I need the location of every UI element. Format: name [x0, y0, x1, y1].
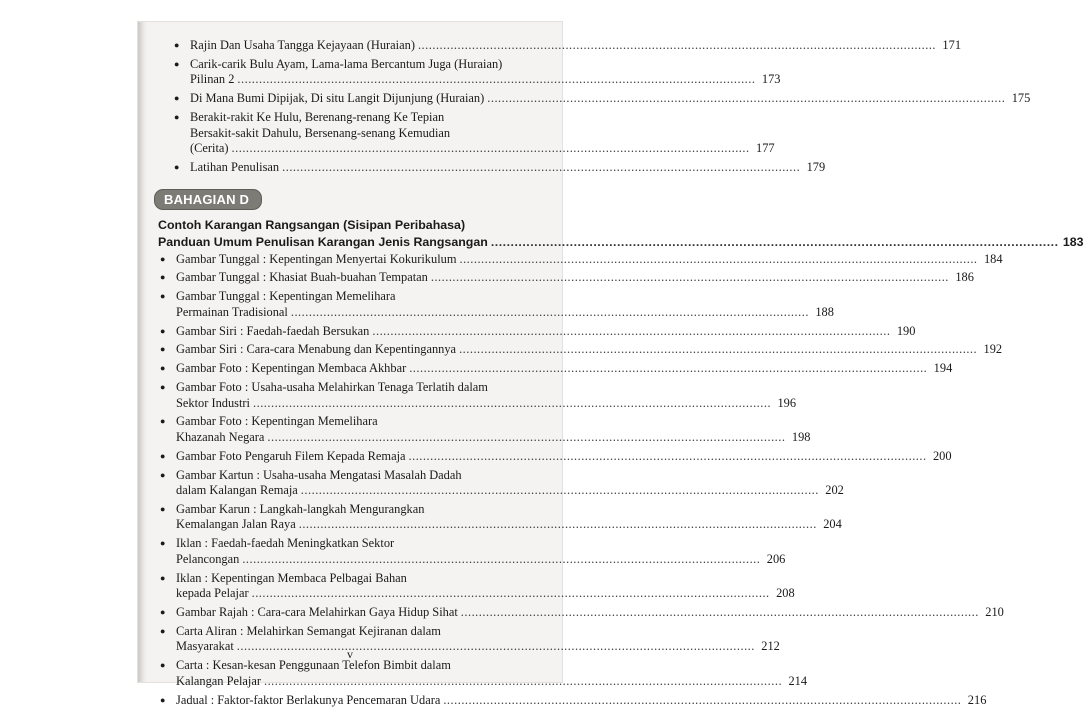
- toc-entry-text: Gambar Tunggal : Khasiat Buah-buahan Tempatan: [176, 270, 428, 285]
- leader-dots: [232, 141, 750, 157]
- bullet-icon: ●: [160, 469, 166, 480]
- toc-entry: [158, 570, 795, 602]
- bullet-icon: ●: [174, 93, 180, 104]
- toc-entry-text: kepada Pelajar: [176, 586, 249, 601]
- toc-entry-text: Kemalangan Jalan Raya: [176, 517, 296, 532]
- toc-entry: [158, 91, 1031, 107]
- toc-entry: [158, 692, 987, 709]
- page-number-footer: v: [347, 647, 353, 661]
- toc-page-number: 171: [942, 38, 962, 52]
- toc-page-number: 190: [896, 323, 916, 338]
- leader-dots: [264, 674, 782, 690]
- toc-entry-text: Kalangan Pelajar: [176, 673, 261, 688]
- toc-page-number: 202: [825, 483, 844, 498]
- toc-entry-text: Iklan : Faedah-faedah Meningkatkan Sektor: [176, 536, 395, 551]
- section-d-badge: BAHAGIAN D: [154, 189, 262, 210]
- toc-entry: [158, 289, 834, 320]
- toc-entry-text: Carta : Kesan-kesan Penggunaan Telefon Bimbit dalam: [176, 658, 451, 673]
- toc-entry-text: Gambar Foto : Kepentingan Membaca Akhbar: [176, 361, 407, 376]
- leader-dots: [301, 483, 819, 499]
- section-d-title: Contoh Karangan Rangsangan (Sisipan Peribahasa): [158, 217, 466, 232]
- bullet-icon: ●: [160, 694, 166, 705]
- toc-page-number: 210: [985, 605, 1004, 619]
- toc-page-number: 200: [932, 448, 952, 463]
- leader-dots: [487, 91, 1005, 107]
- toc-entry-text: Bersakit-sakit Dahulu, Bersenang-senang Kemudian: [190, 125, 451, 140]
- toc-page-number: 175: [1011, 91, 1031, 106]
- bullet-icon: ●: [160, 381, 166, 392]
- toc-entry-text: Gambar Kartun : Usaha-usaha Mengatasi Masalah Dadah: [176, 467, 462, 482]
- toc-entry-text: Khazanah Negara: [176, 429, 265, 444]
- toc-entry-text: Berakit-rakit Ke Hulu, Berenang-renang Ke Tepian: [190, 109, 445, 124]
- toc-entry: [158, 38, 962, 54]
- toc-entry: [158, 342, 1003, 358]
- leader-dots: [459, 342, 977, 358]
- toc-entry-text: Iklan : Kepentingan Membaca Pelbagai Bahan: [176, 570, 407, 585]
- toc-page-number: 196: [777, 395, 797, 410]
- toc-entry: [158, 501, 842, 533]
- toc-entry-text: Pilinan 2: [190, 72, 235, 87]
- toc-entry: [158, 323, 916, 340]
- bullet-icon: ●: [160, 272, 166, 283]
- leader-dots: [431, 270, 949, 286]
- toc-entry-text: Carik-carik Bulu Ayam, Lama-lama Bercantum Juga (Huraian): [190, 56, 503, 71]
- toc-entry-text: Gambar Tunggal : Kepentingan Memelihara: [176, 289, 396, 304]
- bullet-icon: ●: [174, 58, 180, 69]
- toc-entry-text: Gambar Foto : Usaha-usaha Melahirkan Tenaga Terlatih dalam: [176, 379, 488, 394]
- toc-entry: [158, 109, 775, 157]
- toc-page-number: 186: [955, 270, 974, 285]
- leader-dots: [418, 38, 936, 54]
- toc-entry: [158, 379, 797, 411]
- toc-entry: [158, 361, 953, 377]
- guide-page-number: 183: [1062, 234, 1084, 249]
- leader-dots: [409, 449, 927, 465]
- toc-entry-text: Jadual : Faktor-faktor Berlakunya Pencemaran Udara: [176, 692, 441, 707]
- toc-page-number: 192: [983, 342, 1003, 357]
- toc-entry: [158, 251, 1003, 268]
- bullet-icon: ●: [174, 161, 180, 172]
- toc-entry-text: Carta Aliran : Melahirkan Semangat Kejiranan dalam: [176, 623, 441, 638]
- toc-entry-text: Gambar Tunggal : Kepentingan Menyertai Kokurikulum: [176, 251, 457, 266]
- toc-entry: [158, 605, 1004, 621]
- section-c-list: [158, 38, 1031, 176]
- leader-dots: [409, 361, 927, 377]
- toc-entry: [158, 159, 826, 176]
- leader-dots: [237, 72, 755, 88]
- toc-entry-text: Rajin Dan Usaha Tangga Kejayaan (Huraian): [190, 38, 415, 52]
- leader-dots: [242, 552, 760, 568]
- bullet-icon: ●: [160, 538, 166, 549]
- toc-entry-text: Pelancongan: [176, 551, 240, 566]
- toc-page-number: 216: [967, 692, 987, 707]
- leader-dots: [299, 517, 817, 533]
- toc-page-number: 204: [823, 517, 842, 532]
- page-spine-shadow: [138, 22, 147, 682]
- toc-entry-text: Masyarakat: [176, 639, 234, 654]
- toc-page-number: 194: [933, 361, 953, 376]
- toc-entry-text: Permainan Tradisional: [176, 304, 288, 319]
- toc-page-number: 184: [983, 251, 1003, 266]
- toc-entry-text: Di Mana Bumi Dipijak, Di situ Langit Dijunjung (Huraian): [190, 91, 485, 106]
- toc-entry: [158, 414, 811, 445]
- bullet-icon: ●: [160, 503, 166, 514]
- toc-entry: [158, 467, 844, 499]
- toc-entry: [158, 270, 974, 286]
- leader-dots: [291, 305, 809, 321]
- leader-dots: [372, 324, 890, 340]
- toc-entry-text: Gambar Siri : Cara-cara Menabung dan Kepentingannya: [176, 342, 457, 357]
- leader-dots: [443, 693, 961, 709]
- leader-dots: [253, 396, 771, 412]
- bullet-icon: ●: [160, 660, 166, 671]
- bullet-icon: ●: [160, 325, 166, 336]
- bullet-icon: ●: [160, 416, 166, 427]
- toc-entry-text: Latihan Penulisan: [190, 159, 280, 174]
- leader-dots: [491, 235, 1059, 250]
- toc-entry-text: Gambar Foto : Kepentingan Memelihara: [176, 414, 378, 429]
- toc-page-number: 214: [788, 673, 808, 688]
- toc-entry-text: dalam Kalangan Remaja: [176, 483, 298, 498]
- toc-entry-text: Gambar Siri : Faedah-faedah Bersukan: [176, 323, 370, 338]
- table-of-contents: [158, 38, 1084, 711]
- bullet-icon: ●: [160, 572, 166, 583]
- toc-page-number: 188: [815, 304, 834, 319]
- leader-dots: [267, 430, 785, 446]
- toc-page-number: 177: [756, 141, 775, 156]
- toc-page-number: 198: [791, 429, 811, 444]
- guide-text: Panduan Umum Penulisan Karangan Jenis Rangsangan: [158, 234, 488, 249]
- leader-dots: [252, 586, 770, 602]
- section-d-list: [158, 251, 1004, 708]
- bullet-icon: ●: [160, 607, 166, 617]
- toc-entry-text: Gambar Foto Pengaruh Filem Kepada Remaja: [176, 448, 406, 463]
- leader-dots: [282, 160, 800, 176]
- toc-entry-text: Gambar Rajah : Cara-cara Melahirkan Gaya Hidup Sihat: [176, 605, 458, 619]
- leader-dots: [459, 252, 977, 268]
- toc-page-number: 212: [761, 639, 780, 654]
- bullet-icon: ●: [160, 363, 166, 374]
- toc-page-number: 179: [806, 159, 826, 174]
- toc-page-number: 173: [761, 72, 781, 87]
- toc-entry: [158, 448, 952, 465]
- toc-entry: [158, 56, 781, 88]
- toc-page-number: 206: [766, 551, 786, 566]
- bullet-icon: ●: [160, 253, 166, 264]
- toc-page-number: 208: [776, 586, 795, 601]
- toc-entry: [158, 658, 808, 689]
- bullet-icon: ●: [160, 291, 166, 302]
- leader-dots: [461, 605, 979, 621]
- toc-entry-text: Gambar Karun : Langkah-langkah Mengurangkan: [176, 501, 425, 516]
- bullet-icon: ●: [160, 450, 166, 461]
- toc-entry-text: (Cerita): [190, 141, 229, 156]
- section-d-guide-entry: [158, 234, 1084, 250]
- book-page: [138, 22, 1084, 707]
- toc-entry: [158, 536, 786, 567]
- bullet-icon: ●: [174, 40, 180, 50]
- toc-entry-text: Sektor Industri: [176, 395, 250, 410]
- bullet-icon: ●: [160, 625, 166, 636]
- bullet-icon: ●: [174, 111, 180, 122]
- bullet-icon: ●: [160, 344, 166, 355]
